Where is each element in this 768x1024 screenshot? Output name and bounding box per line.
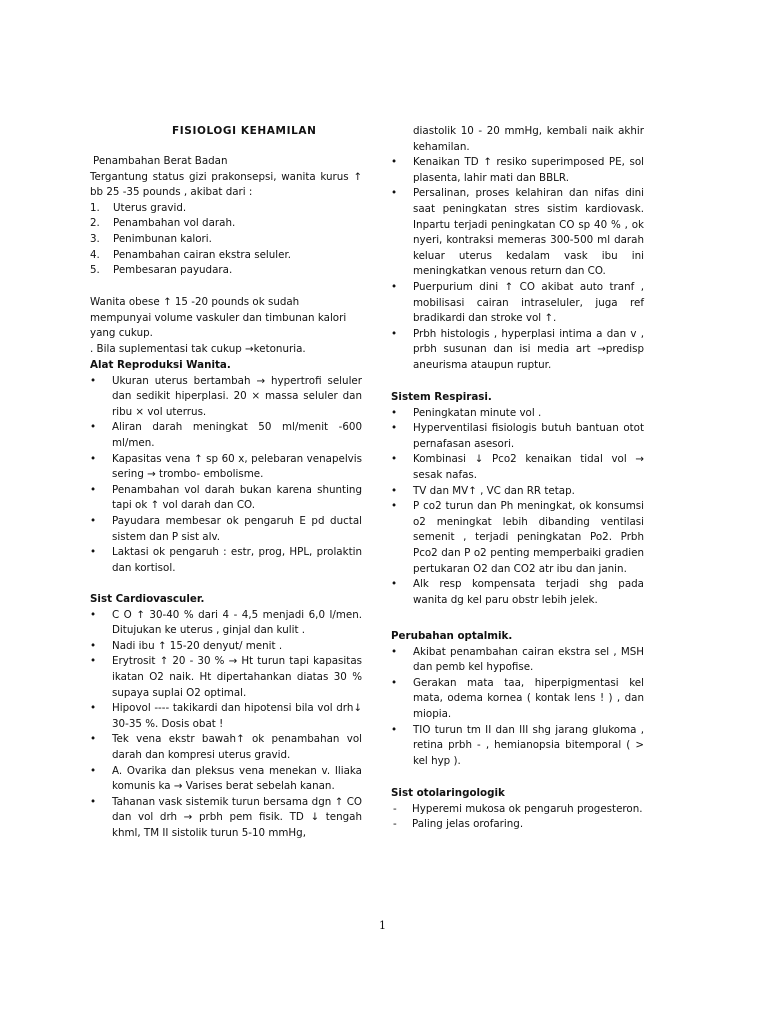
weight-section	[90, 154, 362, 279]
resp-heading: Sistem Respirasi.	[391, 391, 492, 403]
list-item: 2. Penambahan vol darah.	[90, 217, 236, 230]
ent-heading: Sist otolaringologik	[391, 787, 505, 799]
resp-list	[391, 406, 644, 609]
weight-intro: Tergantung status gizi prakonsepsi, wanita kurus ↑ bb 25 -35 pounds , akibat dari :	[90, 170, 362, 199]
cardio-section	[90, 592, 362, 842]
list-item: • P co2 turun dan Ph meningkat, ok konsumsi o2 meningkat lebih dibanding ventilasi semenit , terjadi peningkatan Po2. Prbh Pco2 dan P o2 penting memperbaiki gradien pertukaran O2 dan CO2 atr ibu dan janin.	[391, 499, 644, 577]
list-item: • Erytrosit ↑ 20 - 30 % → Ht turun tapi kapasitas ikatan O2 naik. Ht dipertahankan diatas 30 % supaya suplai O2 optimal.	[90, 654, 362, 701]
list-item: • Persalinan, proses kelahiran dan nifas dini saat peningkatan stres sistim kardiovask. Inpartu terjadi peningkatan CO sp 40 % , ok nyeri, kontraksi memeras 300-500 ml darah keluar uterus kedalam vask ibu ini meningkatkan venous return dan CO.	[391, 186, 644, 280]
weight-heading: Penambahan Berat Badan	[93, 155, 228, 167]
list-item: • Nadi ibu ↑ 15-20 denyut/ menit .	[90, 639, 362, 655]
supplement-note: . Bila suplementasi tak cukup →ketonuria.	[90, 342, 306, 355]
page-number: 1	[379, 919, 386, 932]
ent-list	[391, 802, 644, 833]
cardio-list-continued	[391, 155, 644, 373]
list-item: • TIO turun tm II dan III shg jarang glukoma , retina prbh - , hemianopsia bitemporal ( > kel hyp ).	[391, 723, 644, 770]
list-item: • Kenaikan TD ↑ resiko superimposed PE, sol plasenta, lahir mati dan BBLR.	[391, 155, 644, 186]
list-item: • Puerpurium dini ↑ CO akibat auto tranf , mobilisasi cairan intraseluler, juga ref bradikardi dan stroke vol ↑.	[391, 280, 644, 327]
repro-list	[90, 374, 362, 577]
obese-paragraph-block	[90, 295, 362, 357]
list-item: • Laktasi ok pengaruh : estr, prog, HPL, prolaktin dan kortisol.	[90, 545, 362, 576]
list-item: • Gerakan mata taa, hiperpigmentasi kel mata, odema kornea ( kontak lens ! ) , dan miopia.	[391, 676, 644, 723]
list-item: • Aliran darah meningkat 50 ml/menit -600 ml/men.	[90, 420, 362, 451]
list-item: • Kombinasi ↓ Pco2 kenaikan tidal vol → sesak nafas.	[391, 452, 644, 483]
list-item: • Kapasitas vena ↑ sp 60 x, pelebaran venapelvis sering → trombo- embolisme.	[90, 452, 362, 483]
list-item: • Tahanan vask sistemik turun bersama dgn ↑ CO dan vol drh → prbh pem fisik. TD ↓ tengah khml, TM II sistolik turun 5-10 mmHg,	[90, 795, 362, 842]
ent-section	[391, 786, 644, 833]
list-item: 4. Penambahan cairan ekstra seluler.	[90, 248, 292, 261]
ophth-section	[391, 629, 644, 769]
list-item: • Akibat penambahan cairan ekstra sel , MSH dan pemb kel hypofise.	[391, 645, 644, 676]
list-item: • Penambahan vol darah bukan karena shunting tapi ok ↑ vol darah dan CO.	[90, 483, 362, 514]
list-item: • Tek vena ekstr bawah↑ ok penambahan vol darah dan kompresi uterus gravid.	[90, 732, 362, 763]
repro-section	[90, 358, 362, 576]
list-item: • Prbh histologis , hyperplasi intima a dan v , prbh susunan dan isi media art →predisp aneurisma ataupun ruptur.	[391, 327, 644, 374]
repro-heading: Alat Reproduksi Wanita.	[90, 359, 231, 371]
list-item: 1. Uterus gravid.	[90, 201, 187, 214]
cardio-list	[90, 608, 362, 842]
weight-causes-list	[90, 201, 362, 279]
cardio-continued	[391, 124, 644, 374]
list-item: 5. Pembesaran payudara.	[90, 264, 233, 277]
list-item: • Hipovol ---- takikardi dan hipotensi bila vol drh↓ 30-35 %. Dosis obat !	[90, 701, 362, 732]
cardio-heading: Sist Cardiovasculer.	[90, 593, 205, 605]
list-item: • C O ↑ 30-40 % dari 4 - 4,5 menjadi 6,0 l/men. Ditujukan ke uterus , ginjal dan kulit .	[90, 608, 362, 639]
list-item: • Ukuran uterus bertambah → hypertrofi seluler dan sedikit hiperplasi. 20 × massa seluler dan ribu × vol uterrus.	[90, 374, 362, 421]
list-item: - Paling jelas orofaring.	[391, 817, 644, 833]
ophth-list	[391, 645, 644, 770]
page-title: FISIOLOGI KEHAMILAN	[172, 125, 317, 137]
list-item: • Hyperventilasi fisiologis butuh bantuan otot pernafasan asesori.	[391, 421, 644, 452]
resp-section	[391, 390, 644, 608]
list-item: • TV dan MV↑ , VC dan RR tetap.	[391, 484, 644, 500]
obese-paragraph: Wanita obese ↑ 15 -20 pounds ok sudah mempunyai volume vaskuler dan timbunan kalori yang cukup.	[90, 296, 347, 340]
list-item: 3. Penimbunan kalori.	[90, 232, 212, 245]
list-item: • Alk resp kompensata terjadi shg pada wanita dg kel paru obstr lebih jelek.	[391, 577, 644, 608]
cardio-continued-text: diastolik 10 - 20 mmHg, kembali naik akhir kehamilan.	[413, 125, 644, 153]
list-item: • Payudara membesar ok pengaruh E pd ductal sistem dan P sist alv.	[90, 514, 362, 545]
ophth-heading: Perubahan optalmik.	[391, 630, 513, 642]
list-item: - Hyperemi mukosa ok pengaruh progesteron.	[391, 802, 644, 818]
list-item: • Peningkatan minute vol .	[391, 406, 644, 422]
list-item: • A. Ovarika dan pleksus vena menekan v. Iliaka komunis ka → Varises berat sebelah kanan.	[90, 764, 362, 795]
